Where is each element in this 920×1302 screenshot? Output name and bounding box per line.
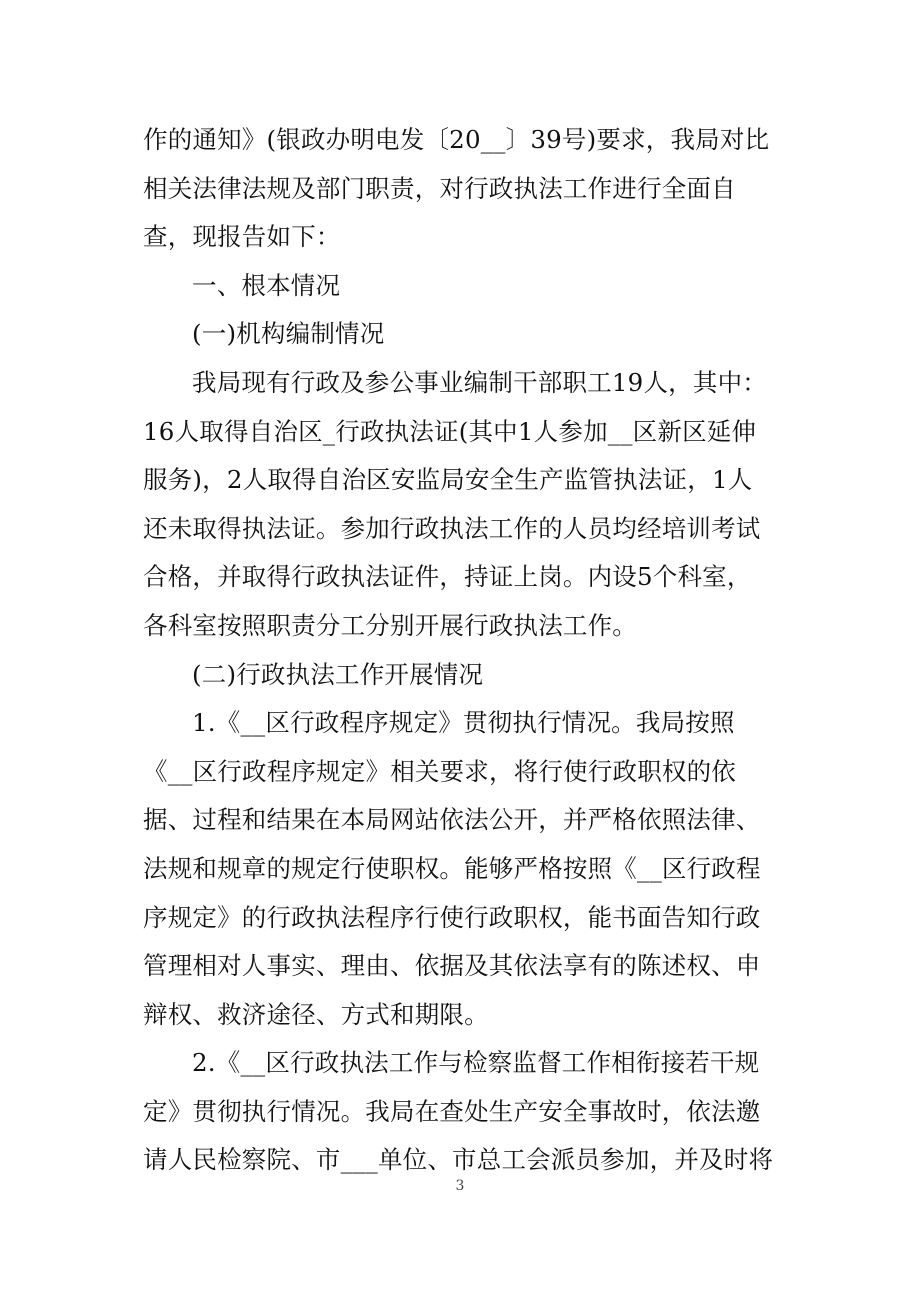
page-number: 3 (455, 1178, 465, 1194)
text-line: 服务)，2人取得自治区安监局安全生产监管执法证，1人 (143, 465, 753, 495)
text-line: 还未取得执法证。参加行政执法工作的人员均经培训考试 (143, 513, 761, 543)
text-line: 查，现报告如下： (143, 222, 341, 252)
text-line: 管理相对人事实、理由、依据及其依法享有的陈述权、申 (143, 951, 761, 981)
text-line: 序规定》的行政执法程序行使行政职权，能书面告知行政 (143, 902, 761, 932)
text-line: 合格，并取得行政执法证件，持证上岗。内设5个科室， (143, 562, 752, 592)
text-line: 2.《__区行政执法工作与检察监督工作相衔接若干规 (192, 1048, 760, 1078)
text-line: 作的通知》(银政办明电发〔20__〕39号)要求，我局对比 (143, 125, 770, 154)
text-line: 16人取得自治区_行政执法证(其中1人参加__区新区延伸 (143, 416, 757, 446)
text-line: 请人民检察院、市___单位、市总工会派员参加，并及时将 (143, 1145, 774, 1175)
text-line: 《__区行政程序规定》相关要求，将行使行政职权的依 (143, 756, 736, 786)
section-heading-basic-situation: 一、根本情况 (192, 270, 341, 300)
text-line: 法规和规章的规定行使职权。能够严格按照《__区行政程 (143, 853, 761, 883)
text-line: 各科室按照职责分工分别开展行政执法工作。 (143, 610, 637, 640)
subsection-heading-organization: (一)机构编制情况 (192, 319, 385, 349)
text-line: 辩权、救济途径、方式和期限。 (143, 999, 489, 1029)
text-line: 我局现有行政及参公事业编制干部职工19人，其中： (192, 367, 767, 397)
text-line: 1.《__区行政程序规定》贯彻执行情况。我局按照 (192, 708, 735, 738)
text-line: 定》贯彻执行情况。我局在查处生产安全事故时，依法邀 (143, 1096, 761, 1126)
text-line: 相关法律法规及部门职责，对行政执法工作进行全面自 (143, 173, 736, 203)
subsection-heading-enforcement: (二)行政执法工作开展情况 (192, 659, 484, 689)
document-body (143, 116, 783, 1185)
text-line: 据、过程和结果在本局网站依法公开，并严格依照法律、 (143, 805, 761, 835)
